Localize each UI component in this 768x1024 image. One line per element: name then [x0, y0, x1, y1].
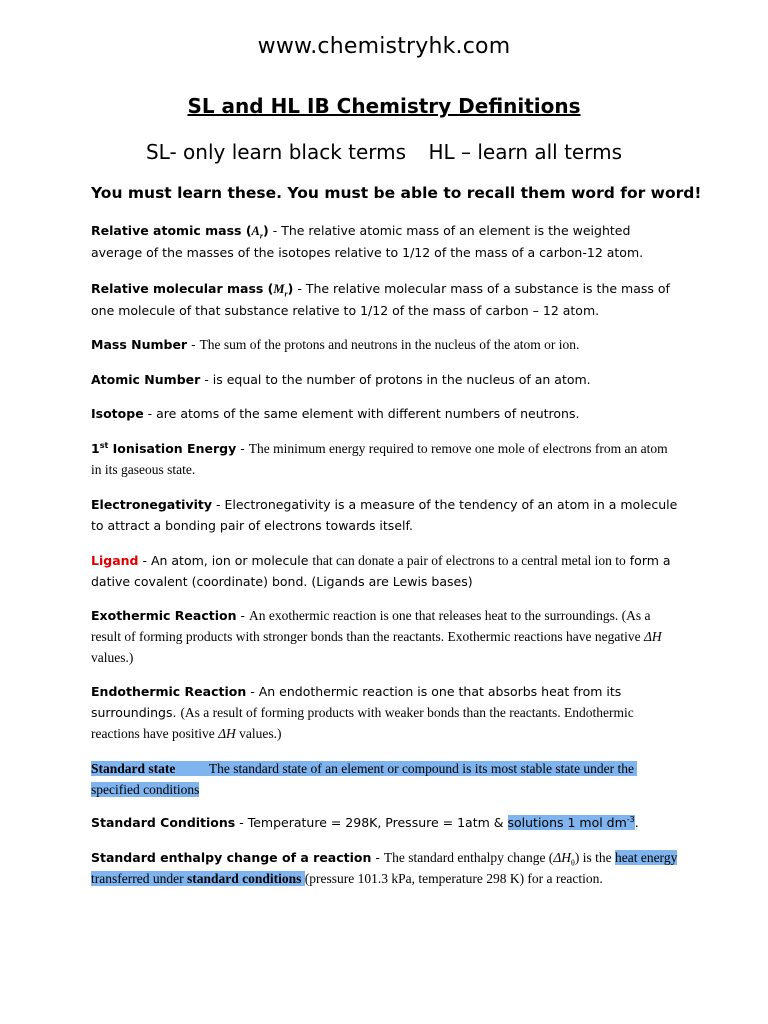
definition-endothermic-reaction: Endothermic Reaction - An endothermic reaction is one that absorbs heat from its surroundings. (As a result of forming products with weaker bonds than the reactants. Endothermic reactions have positive ΔH values.)	[91, 684, 634, 741]
definition-text: - are atoms of the same element with different numbers of neutrons.	[143, 406, 580, 421]
definition-text: - Electronegativity is a measure of the tendency of an atom in a molecule to attract a bonding pair of electrons towards itself.	[91, 497, 678, 533]
definition-text: - The relative atomic mass of an element is the weighted average of the masses of the isotopes relative to 1/12 of the mass of a carbon-12 atom.	[91, 223, 644, 260]
page-title: SL and HL IB Chemistry Definitions	[187, 94, 581, 118]
definition-atomic-number	[91, 369, 681, 390]
highlight-solutions: solutions 1 mol $dm^{-3}$	[507, 814, 635, 830]
highlight-heat-energy: heat energy transferred under standard conditions	[91, 850, 678, 886]
term-label: Standard state	[91, 761, 176, 776]
term-label: Isotope	[91, 406, 144, 421]
definition-relative-molecular-mass	[91, 278, 681, 321]
definition-ionisation-energy: 1st Ionisation Energy - The minimum energy required to remove one mole of electrons from an atom in its gaseous state.	[91, 440, 668, 477]
definition-text: The sum of the protons and neutrons in the nucleus of the atom or ion.	[199, 337, 580, 352]
definition-text: form a dative covalent (coordinate) bond. (Ligands are Lewis bases)	[91, 553, 671, 589]
definition-text: - The relative molecular mass of a substance is the mass of one molecule of that substance relative to 1/12 of the mass of carbon – 12 atom.	[91, 281, 670, 318]
term-label: Electronegativity	[91, 497, 213, 512]
instruction-text: You must learn these. You must be able to recall them word for word!	[91, 184, 702, 202]
definition-standard-conditions: Standard Conditions - Temperature = 298K, Pressure = 1atm & solutions 1 mol $dm^{-3}$.	[91, 814, 639, 830]
term-label: Atomic Number	[91, 372, 201, 387]
term-label: Ligand	[91, 553, 139, 568]
term-label: Relative atomic mass $(A_r)$	[91, 223, 269, 241]
definition-mass-number: Mass Number - The sum of the protons and neutrons in the nucleus of the atom or ion.	[91, 337, 580, 352]
term-label: Mass Number	[91, 337, 188, 352]
definition-text: An exothermic reaction is one that releases heat to the surroundings. (As a result of forming products with stronger bonds than the reactants. Exothermic reactions have negative ΔH values.)	[91, 608, 662, 665]
definition-standard-enthalpy-change: Standard enthalpy change of a reaction - The standard enthalpy change $(\Delta H_\theta)$ is the heat energy transferred under standard conditions (pressure 101.3 kPa, temperature 298 K) for a reaction.	[91, 850, 678, 886]
site-url: www.chemistryhk.com	[257, 34, 511, 59]
definition-ligand: Ligand - An atom, ion or molecule that can donate a pair of electrons to a central metal ion to form a dative covalent (coordinate) bond. (Ligands are Lewis bases)	[91, 553, 671, 589]
definition-text: (As a result of forming products with weaker bonds than the reactants. Endothermic reactions have positive ΔH values.)	[91, 705, 634, 741]
subtitle-sl: SL- only learn black terms	[145, 140, 407, 164]
definition-text: The minimum energy required to remove one mole of electrons from an atom in its gaseous state.	[91, 441, 668, 477]
term-label: Standard Conditions	[91, 815, 236, 830]
definition-exothermic-reaction: Exothermic Reaction - An exothermic reaction is one that releases heat to the surroundings. (As a result of forming products with stronger bonds than the reactants. Exothermic reactions have negative ΔH values.)	[91, 608, 662, 665]
definition-electronegativity	[91, 494, 681, 536]
definition-text: The standard enthalpy change $(\Delta H_\theta)$ is the heat energy transferred under standard conditions (pressure 101.3 kPa, temperature 298 K) for a reaction.	[91, 850, 678, 886]
definition-text: - is equal to the number of protons in the nucleus of an atom.	[200, 372, 591, 387]
definition-text: - Temperature = 298K, Pressure = 1atm &	[235, 815, 508, 830]
term-label: Endothermic Reaction	[91, 684, 247, 699]
term-label: Relative molecular mass $(M_r)$	[91, 281, 294, 299]
definition-standard-state	[91, 758, 651, 800]
term-label: Standard enthalpy change of a reaction	[91, 850, 372, 865]
term-label: Exothermic Reaction	[91, 608, 237, 623]
definition-relative-atomic-mass	[91, 220, 681, 263]
definition-isotope	[91, 403, 681, 424]
subtitle-hl: HL – learn all terms	[428, 140, 623, 164]
term-label: 1st Ionisation Energy	[91, 440, 237, 456]
page-subtitle	[0, 140, 768, 164]
definition-text: The standard state of an element or compound is its most stable state under the specified conditions	[91, 761, 638, 797]
